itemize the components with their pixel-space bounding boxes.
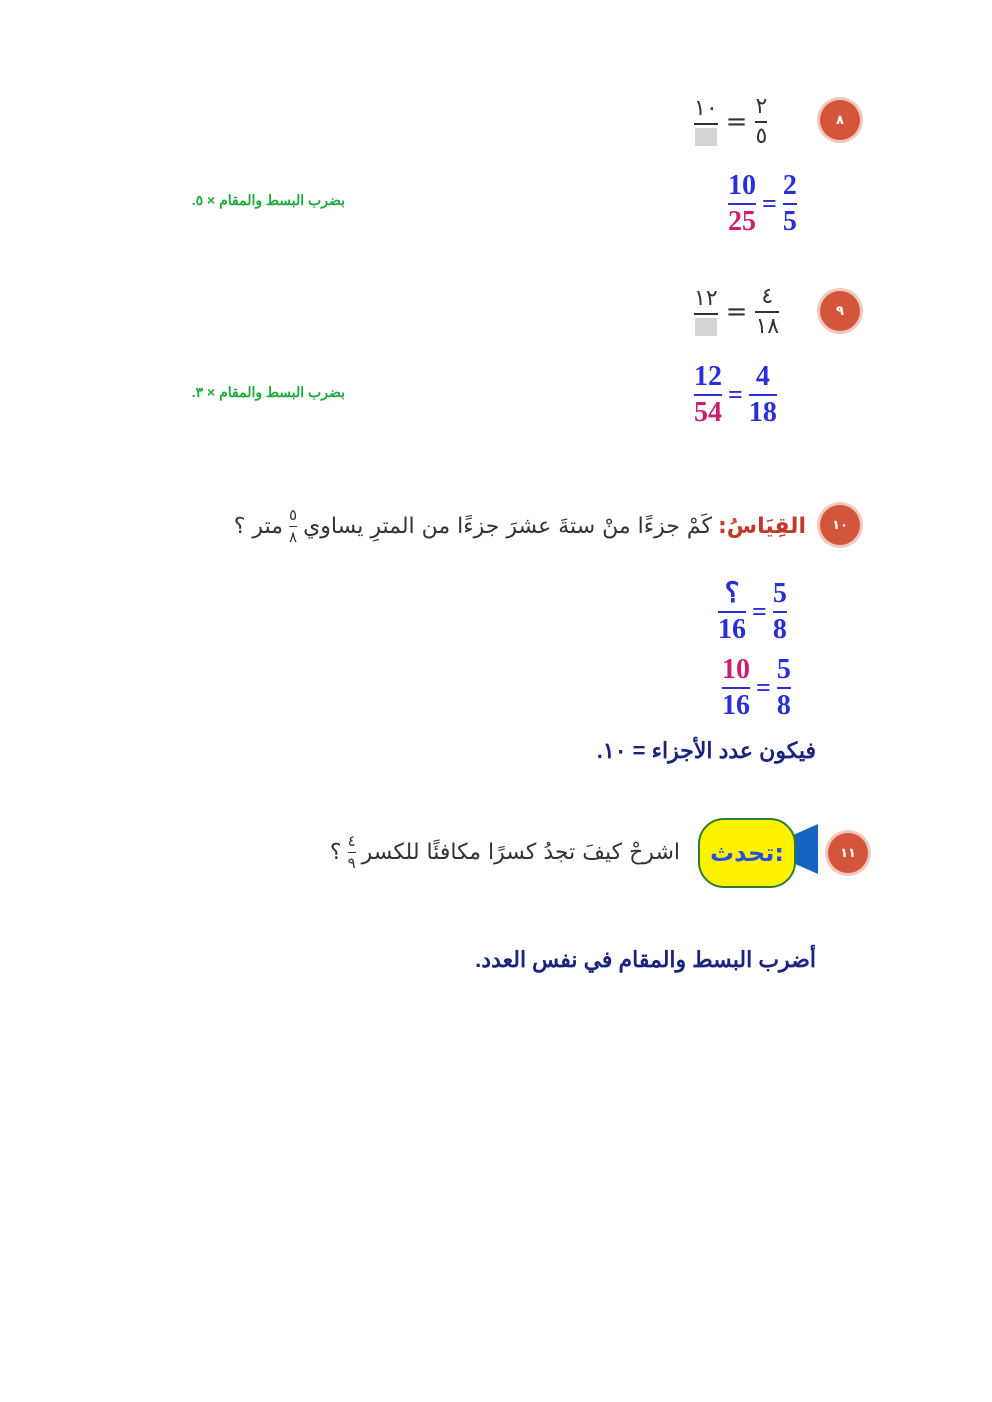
question-9-answer: $\frac{12}{54}$ = $\frac{4}{18}$ [694,361,777,428]
question-8-equation [694,96,767,148]
question-10-label: القِيَاسُ: [717,514,806,539]
answer-left-fraction: $\frac{10}{25}$ [728,170,756,237]
question-10-fraction: $\frac{٥}{٨}$ [289,506,298,546]
question-9-equation [694,286,779,338]
equals-sign: = [725,297,748,327]
question-10-step-1: $\frac{؟}{16}$ = $\frac{5}{8}$ [718,578,787,645]
question-11-text: اشرحْ كيفَ تجدُ كسرًا مكافئًا للكسر $\frac{٤}{٩}$ ؟ [329,832,680,872]
question-10-number: ١٠ [832,517,848,533]
question-11-badge [828,833,868,873]
question-10-result: فيكون عدد الأجزاء = ١٠. [596,738,816,763]
question-8-answer: $\frac{10}{25}$ = $\frac{2}{5}$ [728,170,797,237]
question-11-answer: أضرب البسط والمقام في نفس العدد. [475,947,816,972]
question-8-note: بضرب البسط والمقام × ٥. [191,192,345,208]
question-9-note: بضرب البسط والمقام × ٣. [191,384,345,400]
question-8-right-fraction: $\frac{٢}{٥}$ [755,94,768,149]
question-8-number: ٨ [836,112,844,128]
question-8-left-fraction [694,98,718,146]
answer-left-fraction: $\frac{12}{54}$ [694,361,722,428]
question-9-right-fraction: $\frac{٤}{١٨}$ [755,284,780,339]
question-10-step-2: $\frac{10}{16}$ = $\frac{5}{8}$ [722,654,791,721]
talk-bubble-label: تحدث: [710,839,784,867]
question-11-number: ١١ [840,845,856,861]
answer-right-fraction: $\frac{2}{5}$ [782,170,797,237]
question-10-text: القِيَاسُ: كَمْ جزءًا منْ ستةَ عشرَ جزءًا من المترِ يساوي $\frac{٥}{٨}$ متر ؟ [233,506,806,546]
question-9-number: ٩ [836,303,844,319]
question-9-blank [695,318,717,336]
question-8-left-numerator: ١٠ [694,96,718,121]
question-8-badge [820,100,860,140]
question-10-badge [820,505,860,545]
question-8-blank [695,128,717,146]
question-9-badge [820,291,860,331]
question-11-fraction: $\frac{٤}{٩}$ [347,832,356,872]
talk-bubble [698,818,796,888]
question-9-left-fraction: ١٢ [694,288,718,336]
equals-sign: = [725,107,748,137]
answer-right-fraction: $\frac{4}{18}$ [748,361,777,428]
